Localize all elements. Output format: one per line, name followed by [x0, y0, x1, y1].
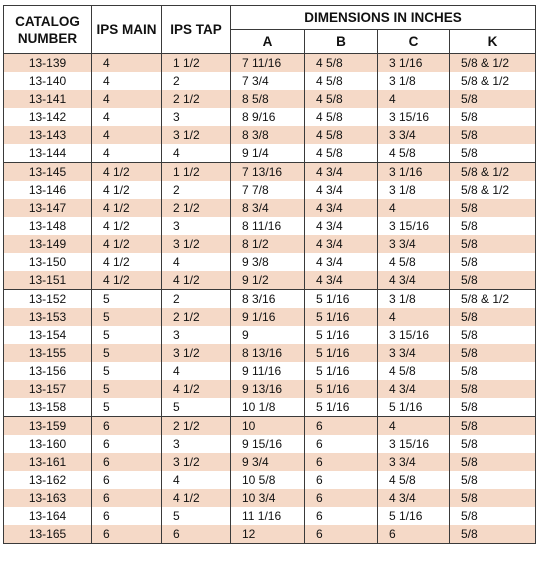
table-row [4, 344, 536, 362]
cell-catalog-number: 13-143 [4, 126, 92, 144]
cell-dim-c: 4 5/8 [378, 253, 450, 271]
cell-ips-tap: 4 [162, 144, 231, 163]
cell-ips-main: 5 [92, 344, 162, 362]
cell-dim-b: 4 5/8 [305, 108, 378, 126]
cell-ips-tap: 4 [162, 362, 231, 380]
cell-dim-c: 3 3/4 [378, 453, 450, 471]
cell-dim-a: 12 [231, 525, 305, 544]
cell-ips-main: 4 1/2 [92, 253, 162, 271]
header-catalog-number: CATALOG NUMBER [4, 6, 92, 54]
cell-dim-c: 3 1/16 [378, 163, 450, 182]
table-row [4, 489, 536, 507]
table-row [4, 108, 536, 126]
cell-dim-k: 5/8 [450, 525, 536, 544]
cell-ips-tap: 3 [162, 326, 231, 344]
cell-dim-c: 4 5/8 [378, 144, 450, 163]
cell-dim-c: 3 3/4 [378, 126, 450, 144]
table-row [4, 362, 536, 380]
cell-dim-a: 9 1/2 [231, 271, 305, 290]
cell-ips-tap: 2 1/2 [162, 308, 231, 326]
cell-dim-b: 5 1/16 [305, 380, 378, 398]
table-row [4, 380, 536, 398]
cell-dim-k: 5/8 [450, 235, 536, 253]
cell-dim-b: 4 3/4 [305, 181, 378, 199]
cell-ips-tap: 4 [162, 471, 231, 489]
cell-ips-tap: 3 1/2 [162, 344, 231, 362]
cell-ips-tap: 4 1/2 [162, 380, 231, 398]
cell-dim-c: 4 3/4 [378, 380, 450, 398]
cell-catalog-number: 13-152 [4, 290, 92, 309]
table-row [4, 398, 536, 417]
table-row [4, 308, 536, 326]
cell-catalog-number: 13-147 [4, 199, 92, 217]
cell-ips-main: 4 [92, 72, 162, 90]
cell-dim-b: 6 [305, 507, 378, 525]
cell-ips-main: 4 [92, 90, 162, 108]
cell-catalog-number: 13-139 [4, 54, 92, 73]
cell-ips-tap: 3 1/2 [162, 126, 231, 144]
cell-ips-main: 5 [92, 308, 162, 326]
cell-dim-k: 5/8 [450, 126, 536, 144]
table-row [4, 271, 536, 290]
cell-ips-main: 4 [92, 126, 162, 144]
cell-ips-tap: 3 [162, 217, 231, 235]
cell-dim-k: 5/8 [450, 489, 536, 507]
table-row [4, 72, 536, 90]
cell-ips-main: 5 [92, 380, 162, 398]
cell-dim-a: 10 [231, 417, 305, 436]
cell-ips-main: 6 [92, 417, 162, 436]
cell-dim-c: 5 1/16 [378, 398, 450, 417]
cell-dim-c: 3 15/16 [378, 108, 450, 126]
cell-dim-b: 6 [305, 453, 378, 471]
table-row [4, 163, 536, 182]
cell-ips-main: 5 [92, 290, 162, 309]
cell-dim-k: 5/8 [450, 108, 536, 126]
cell-dim-c: 4 5/8 [378, 362, 450, 380]
cell-dim-b: 6 [305, 417, 378, 436]
table-row [4, 417, 536, 436]
cell-dim-c: 6 [378, 525, 450, 544]
cell-dim-a: 9 1/16 [231, 308, 305, 326]
cell-dim-k: 5/8 & 1/2 [450, 72, 536, 90]
cell-dim-b: 4 3/4 [305, 235, 378, 253]
cell-ips-tap: 2 [162, 290, 231, 309]
table-row [4, 525, 536, 544]
cell-dim-k: 5/8 [450, 217, 536, 235]
cell-dim-c: 3 1/8 [378, 72, 450, 90]
cell-dim-b: 5 1/16 [305, 290, 378, 309]
cell-catalog-number: 13-146 [4, 181, 92, 199]
cell-dim-k: 5/8 [450, 398, 536, 417]
cell-dim-a: 8 5/8 [231, 90, 305, 108]
cell-dim-c: 4 5/8 [378, 471, 450, 489]
cell-dim-a: 9 [231, 326, 305, 344]
cell-ips-main: 4 [92, 144, 162, 163]
cell-ips-tap: 3 [162, 108, 231, 126]
table-row [4, 126, 536, 144]
cell-catalog-number: 13-144 [4, 144, 92, 163]
cell-dim-k: 5/8 [450, 271, 536, 290]
cell-catalog-number: 13-159 [4, 417, 92, 436]
cell-ips-tap: 2 1/2 [162, 199, 231, 217]
cell-dim-k: 5/8 & 1/2 [450, 163, 536, 182]
cell-ips-tap: 3 [162, 435, 231, 453]
cell-ips-main: 5 [92, 362, 162, 380]
header-ips-main: IPS MAIN [92, 6, 162, 54]
cell-dim-a: 10 1/8 [231, 398, 305, 417]
cell-dim-a: 8 3/4 [231, 199, 305, 217]
cell-ips-main: 4 1/2 [92, 163, 162, 182]
header-col-a: A [231, 30, 305, 54]
cell-catalog-number: 13-150 [4, 253, 92, 271]
cell-dim-c: 4 3/4 [378, 489, 450, 507]
cell-dim-a: 8 3/8 [231, 126, 305, 144]
cell-ips-tap: 2 1/2 [162, 90, 231, 108]
cell-dim-c: 4 [378, 199, 450, 217]
cell-catalog-number: 13-155 [4, 344, 92, 362]
cell-ips-main: 5 [92, 326, 162, 344]
table-row [4, 507, 536, 525]
cell-dim-b: 4 3/4 [305, 199, 378, 217]
cell-dim-b: 5 1/16 [305, 344, 378, 362]
cell-dim-k: 5/8 [450, 380, 536, 398]
cell-ips-tap: 3 1/2 [162, 453, 231, 471]
cell-dim-b: 6 [305, 435, 378, 453]
cell-dim-k: 5/8 & 1/2 [450, 181, 536, 199]
cell-dim-c: 5 1/16 [378, 507, 450, 525]
cell-dim-k: 5/8 [450, 90, 536, 108]
cell-ips-tap: 1 1/2 [162, 54, 231, 73]
cell-ips-main: 4 [92, 54, 162, 73]
cell-dim-b: 4 5/8 [305, 72, 378, 90]
cell-dim-b: 5 1/16 [305, 362, 378, 380]
cell-dim-c: 3 1/8 [378, 181, 450, 199]
cell-catalog-number: 13-161 [4, 453, 92, 471]
header-col-c: C [378, 30, 450, 54]
cell-dim-b: 4 3/4 [305, 271, 378, 290]
cell-dim-k: 5/8 [450, 435, 536, 453]
cell-ips-tap: 1 1/2 [162, 163, 231, 182]
header-col-k: K [450, 30, 536, 54]
cell-dim-k: 5/8 [450, 417, 536, 436]
cell-dim-k: 5/8 [450, 326, 536, 344]
cell-dim-b: 5 1/16 [305, 398, 378, 417]
cell-dim-c: 3 15/16 [378, 217, 450, 235]
cell-dim-a: 7 3/4 [231, 72, 305, 90]
cell-dim-a: 7 13/16 [231, 163, 305, 182]
cell-catalog-number: 13-162 [4, 471, 92, 489]
cell-dim-a: 10 3/4 [231, 489, 305, 507]
cell-ips-main: 6 [92, 525, 162, 544]
cell-dim-c: 3 15/16 [378, 435, 450, 453]
cell-ips-main: 4 1/2 [92, 235, 162, 253]
cell-ips-tap: 4 [162, 253, 231, 271]
cell-dim-k: 5/8 [450, 344, 536, 362]
table-row [4, 235, 536, 253]
cell-dim-a: 9 3/8 [231, 253, 305, 271]
cell-ips-main: 4 1/2 [92, 199, 162, 217]
cell-ips-main: 6 [92, 435, 162, 453]
cell-dim-c: 4 [378, 90, 450, 108]
cell-catalog-number: 13-140 [4, 72, 92, 90]
cell-dim-k: 5/8 [450, 253, 536, 271]
cell-dim-a: 9 15/16 [231, 435, 305, 453]
cell-catalog-number: 13-145 [4, 163, 92, 182]
cell-catalog-number: 13-156 [4, 362, 92, 380]
cell-dim-c: 3 3/4 [378, 344, 450, 362]
table-body [4, 54, 536, 544]
table-row [4, 144, 536, 163]
cell-dim-c: 3 1/16 [378, 54, 450, 73]
cell-dim-b: 4 5/8 [305, 144, 378, 163]
cell-ips-tap: 2 [162, 72, 231, 90]
cell-catalog-number: 13-153 [4, 308, 92, 326]
cell-ips-main: 4 1/2 [92, 217, 162, 235]
table-row [4, 453, 536, 471]
cell-ips-main: 6 [92, 471, 162, 489]
cell-dim-c: 4 3/4 [378, 271, 450, 290]
cell-dim-c: 3 3/4 [378, 235, 450, 253]
cell-dim-k: 5/8 [450, 471, 536, 489]
header-col-b: B [305, 30, 378, 54]
table-row [4, 471, 536, 489]
table-row [4, 90, 536, 108]
cell-catalog-number: 13-154 [4, 326, 92, 344]
cell-ips-tap: 3 1/2 [162, 235, 231, 253]
cell-catalog-number: 13-158 [4, 398, 92, 417]
cell-ips-tap: 5 [162, 507, 231, 525]
cell-ips-tap: 2 [162, 181, 231, 199]
cell-ips-main: 6 [92, 489, 162, 507]
cell-dim-b: 6 [305, 525, 378, 544]
cell-dim-a: 10 5/8 [231, 471, 305, 489]
cell-dim-a: 11 1/16 [231, 507, 305, 525]
cell-dim-b: 4 3/4 [305, 217, 378, 235]
cell-dim-k: 5/8 & 1/2 [450, 290, 536, 309]
cell-catalog-number: 13-160 [4, 435, 92, 453]
cell-catalog-number: 13-163 [4, 489, 92, 507]
cell-ips-main: 4 [92, 108, 162, 126]
cell-ips-main: 6 [92, 507, 162, 525]
dimensions-table-container [3, 5, 536, 544]
cell-dim-k: 5/8 [450, 144, 536, 163]
cell-dim-c: 3 15/16 [378, 326, 450, 344]
cell-dim-c: 3 1/8 [378, 290, 450, 309]
cell-dim-b: 6 [305, 489, 378, 507]
cell-ips-main: 4 1/2 [92, 271, 162, 290]
cell-dim-a: 8 3/16 [231, 290, 305, 309]
table-row [4, 326, 536, 344]
table-row [4, 253, 536, 271]
cell-dim-k: 5/8 [450, 362, 536, 380]
table-row [4, 217, 536, 235]
cell-dim-a: 8 9/16 [231, 108, 305, 126]
cell-dim-a: 7 7/8 [231, 181, 305, 199]
cell-dim-k: 5/8 [450, 199, 536, 217]
table-row [4, 290, 536, 309]
cell-dim-a: 9 11/16 [231, 362, 305, 380]
cell-ips-main: 6 [92, 453, 162, 471]
cell-catalog-number: 13-164 [4, 507, 92, 525]
cell-dim-a: 9 13/16 [231, 380, 305, 398]
cell-ips-tap: 4 1/2 [162, 489, 231, 507]
cell-dim-c: 4 [378, 417, 450, 436]
cell-dim-a: 8 11/16 [231, 217, 305, 235]
cell-dim-b: 4 5/8 [305, 126, 378, 144]
cell-dim-b: 6 [305, 471, 378, 489]
table-row [4, 54, 536, 73]
cell-dim-k: 5/8 & 1/2 [450, 54, 536, 73]
dimensions-table [3, 5, 536, 544]
cell-dim-c: 4 [378, 308, 450, 326]
cell-dim-b: 4 3/4 [305, 163, 378, 182]
cell-dim-a: 9 3/4 [231, 453, 305, 471]
cell-dim-b: 4 3/4 [305, 253, 378, 271]
cell-dim-k: 5/8 [450, 453, 536, 471]
cell-dim-a: 8 13/16 [231, 344, 305, 362]
table-row [4, 199, 536, 217]
cell-catalog-number: 13-151 [4, 271, 92, 290]
cell-ips-tap: 6 [162, 525, 231, 544]
header-ips-tap: IPS TAP [162, 6, 231, 54]
cell-dim-a: 9 1/4 [231, 144, 305, 163]
cell-catalog-number: 13-165 [4, 525, 92, 544]
cell-dim-b: 5 1/16 [305, 308, 378, 326]
cell-ips-tap: 5 [162, 398, 231, 417]
cell-dim-k: 5/8 [450, 308, 536, 326]
table-row [4, 181, 536, 199]
cell-dim-b: 4 5/8 [305, 54, 378, 73]
table-row [4, 435, 536, 453]
cell-dim-b: 4 5/8 [305, 90, 378, 108]
cell-ips-main: 5 [92, 398, 162, 417]
cell-catalog-number: 13-141 [4, 90, 92, 108]
cell-dim-k: 5/8 [450, 507, 536, 525]
cell-catalog-number: 13-142 [4, 108, 92, 126]
cell-catalog-number: 13-149 [4, 235, 92, 253]
cell-dim-a: 8 1/2 [231, 235, 305, 253]
header-dimensions: DIMENSIONS IN INCHES [231, 6, 536, 30]
cell-catalog-number: 13-157 [4, 380, 92, 398]
cell-catalog-number: 13-148 [4, 217, 92, 235]
cell-ips-tap: 2 1/2 [162, 417, 231, 436]
cell-dim-b: 5 1/16 [305, 326, 378, 344]
cell-ips-main: 4 1/2 [92, 181, 162, 199]
cell-ips-tap: 4 1/2 [162, 271, 231, 290]
table-header [4, 6, 536, 54]
cell-dim-a: 7 11/16 [231, 54, 305, 73]
